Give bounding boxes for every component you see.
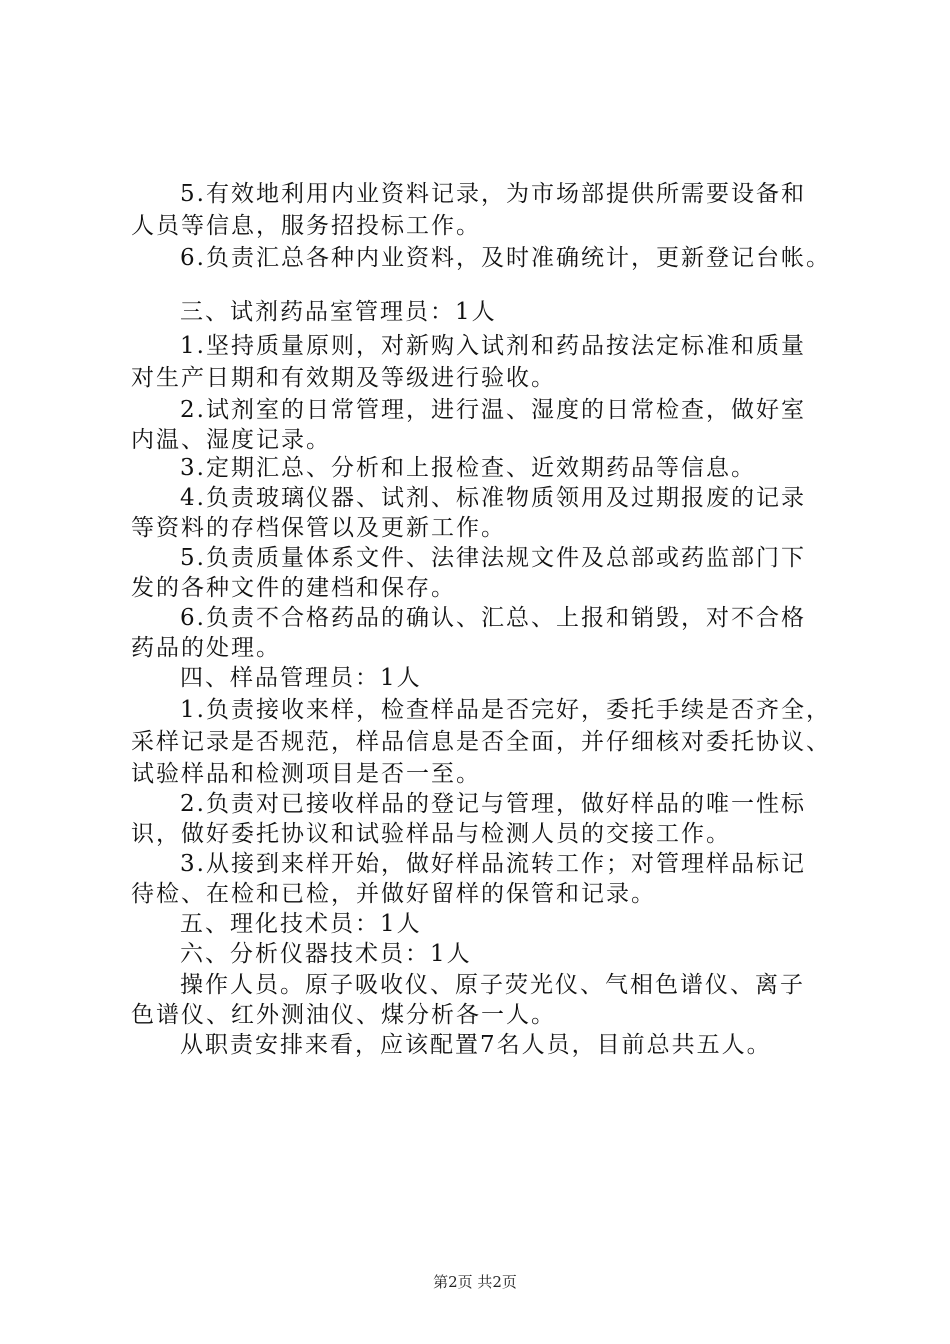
- paragraph-line: 发的各种文件的建档和保存。: [131, 575, 456, 601]
- paragraph-line: 人员等信息，服务招投标工作。: [131, 213, 481, 239]
- paragraph-line: 识，做好委托协议和试验样品与检测人员的交接工作。: [131, 821, 731, 847]
- paragraph-line: 3.从接到来样开始，做好样品流转工作；对管理样品标记: [180, 851, 806, 877]
- paragraph-line: 从职责安排来看，应该配置7名人员，目前总共五人。: [180, 1032, 772, 1058]
- paragraph-line: 2.负责对已接收样品的登记与管理，做好样品的唯一性标: [180, 791, 806, 817]
- paragraph-line: 等资料的存档保管以及更新工作。: [131, 515, 506, 541]
- paragraph-line: 对生产日期和有效期及等级进行验收。: [131, 365, 556, 391]
- paragraph-line: 5.有效地利用内业资料记录，为市场部提供所需要设备和: [180, 181, 806, 207]
- paragraph-line: 3.定期汇总、分析和上报检查、近效期药品等信息。: [180, 455, 756, 481]
- paragraph-line: 采样记录是否规范，样品信息是否全面，并仔细核对委托协议、: [131, 729, 831, 755]
- paragraph-line: 1.负责接收来样，检查样品是否完好，委托手续是否齐全，: [180, 697, 831, 723]
- paragraph-line: 试验样品和检测项目是否一至。: [131, 761, 481, 787]
- section-heading: 五、理化技术员：1人: [180, 911, 422, 937]
- paragraph-line: 待检、在检和已检，并做好留样的保管和记录。: [131, 881, 656, 907]
- paragraph-line: 操作人员。原子吸收仪、原子荧光仪、气相色谱仪、离子: [180, 972, 805, 998]
- section-heading: 三、试剂药品室管理员：1人: [180, 299, 497, 325]
- paragraph-line: 1.坚持质量原则，对新购入试剂和药品按法定标准和质量: [180, 333, 806, 359]
- paragraph-line: 6.负责汇总各种内业资料，及时准确统计，更新登记台帐。: [180, 245, 831, 271]
- paragraph-line: 4.负责玻璃仪器、试剂、标准物质领用及过期报废的记录: [180, 485, 806, 511]
- section-heading: 四、样品管理员：1人: [180, 665, 422, 691]
- paragraph-line: 内温、湿度记录。: [131, 427, 331, 453]
- page-number-footer: 第2页 共2页: [433, 1273, 517, 1291]
- paragraph-line: 2.试剂室的日常管理，进行温、湿度的日常检查，做好室: [180, 397, 806, 423]
- paragraph-line: 5.负责质量体系文件、法律法规文件及总部或药监部门下: [180, 545, 806, 571]
- paragraph-line: 6.负责不合格药品的确认、汇总、上报和销毁，对不合格: [180, 605, 806, 631]
- section-heading: 六、分析仪器技术员：1人: [180, 941, 472, 967]
- paragraph-line: 色谱仪、红外测油仪、煤分析各一人。: [131, 1002, 556, 1028]
- paragraph-line: 药品的处理。: [131, 635, 281, 661]
